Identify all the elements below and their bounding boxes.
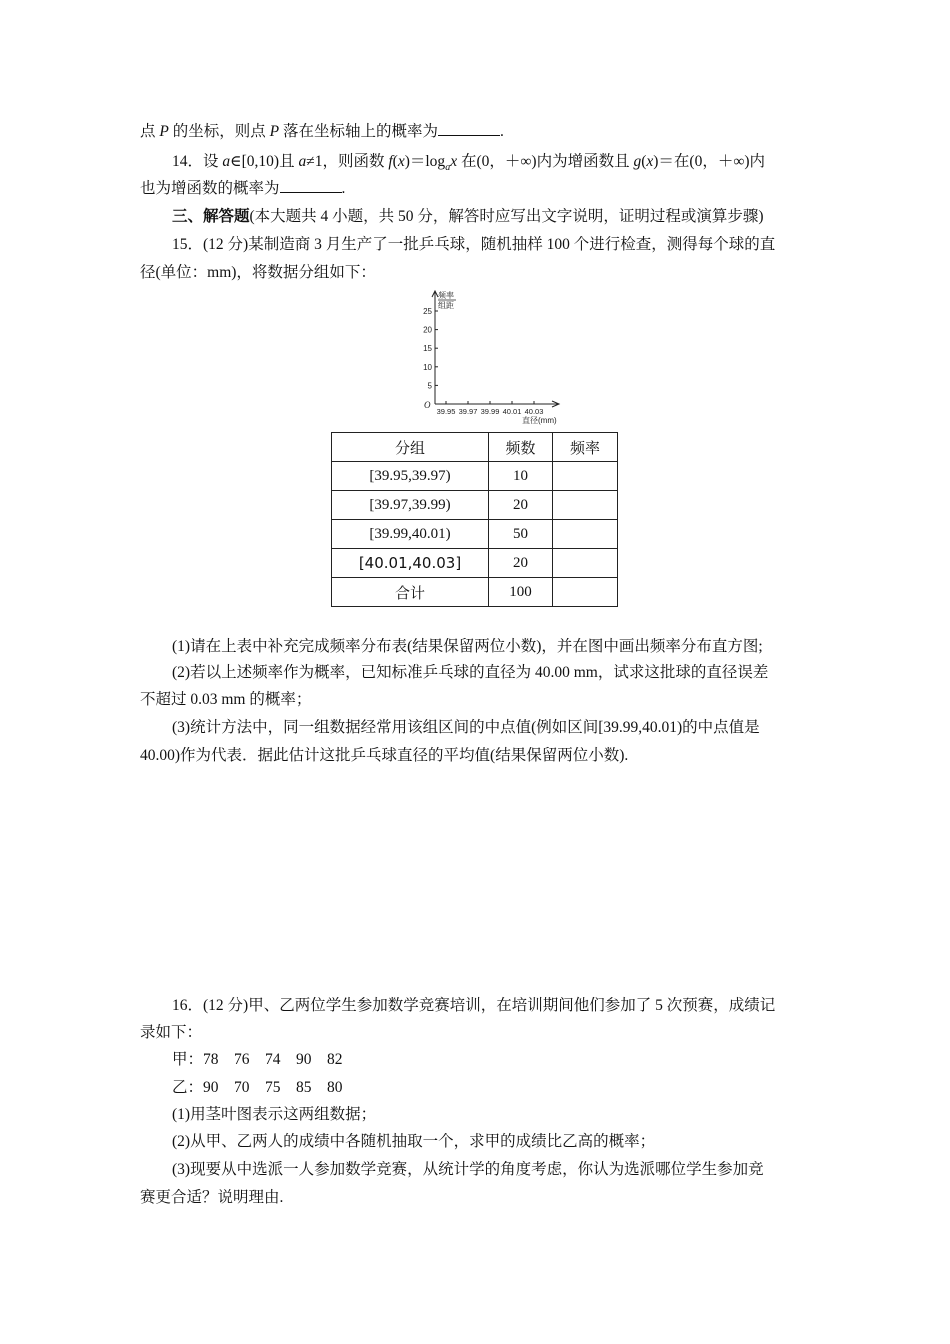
q15-line2: 径(单位：mm)，将数据分组如下： [140,264,376,281]
q16-line1: 16．(12 分)甲、乙两位学生参加数学竞赛培训，在培训期间他们参加了 5 次预赛，成绩记 [172,997,776,1014]
q15-part2-line2: 不超过 0.03 mm 的概率； [140,691,312,708]
answer-blank [438,121,500,136]
header-cell: 分组 [332,433,489,462]
q16-line2: 录如下： [140,1024,203,1041]
y-tick-label: 5 [427,381,432,391]
y-tick-label: 25 [423,307,432,316]
q14-line1: 14．设 a∈[0,10)且 a≠1，则函数 $f(x)=\log_ax$ 在(0，＋∞)内为增函数且 g(x)＝在(0，＋∞)内 [172,153,766,174]
q14-line2: 也为增函数的概率为 . [140,180,346,197]
answer-blank [280,178,342,193]
q16-part3-line1: (3)现要从中选派一人参加数学竞赛，从统计学的角度考虑，你认为选派哪位学生参加竞 [172,1161,764,1178]
count-cell: 10 [489,462,553,491]
table-header-row [332,433,618,462]
q16-scores-jia: 甲：78 76 74 90 82 [172,1051,343,1068]
y-tick-label: 10 [423,362,432,372]
origin-label: O [424,400,431,410]
total-label-cell: 合计 [332,578,489,607]
x-tick-label: 39.97 [458,407,478,416]
q15-part3-line2: 40.00)作为代表．据此估计这批乒乓球直径的平均值(结果保留两位小数). [140,747,629,764]
y-label-bottom: 组距 [438,301,454,310]
q15-part1: (1)请在上表中补充完成频率分布表(结果保留两位小数)，并在图中画出频率分布直方图; [172,638,763,655]
header-cell: 频数 [489,433,553,462]
x-tick-label: 39.99 [480,407,500,416]
table-row [332,462,618,491]
table-row [332,520,618,549]
table-row [332,491,618,520]
q16-part1: (1)用茎叶图表示这两组数据； [172,1106,377,1123]
table-row [332,549,618,578]
q13-tail: 点 P 的坐标，则点 P 落在坐标轴上的概率为 . [140,123,504,140]
x-axis-label: 直径(mm) [522,416,557,425]
count-cell: 20 [489,491,553,520]
x-tick-label: 40.03 [524,407,544,416]
group-cell: [39.99,40.01) [332,520,489,549]
q15-line1: 15．(12 分)某制造商 3 月生产了一批乒乓球，随机抽样 100 个进行检查，测得每个球的直 [172,236,776,253]
frequency-cell [553,549,618,578]
frequency-cell [553,520,618,549]
header-cell: 频率 [553,433,618,462]
q16-scores-yi: 乙：90 70 75 85 80 [172,1079,343,1096]
x-tick-label: 39.95 [436,407,456,416]
q16-part2: (2)从甲、乙两人的成绩中各随机抽取一个，求甲的成绩比乙高的概率； [172,1133,656,1150]
frequency-table [331,432,618,607]
group-cell: [39.95,39.97) [332,462,489,491]
histogram-axes [418,286,568,426]
y-tick-label: 15 [423,344,432,354]
total-count-cell: 100 [489,578,553,607]
total-frequency-cell [553,578,618,607]
frequency-cell [553,462,618,491]
section-heading: 三、解答题(本大题共 4 小题，共 50 分，解答时应写出文字说明，证明过程或演算步骤) [172,208,764,225]
group-cell: [40.01,40.03] [332,549,489,578]
table-total-row [332,578,618,607]
q16-part3-line2: 赛更合适？说明理由. [140,1189,284,1206]
count-cell: 20 [489,549,553,578]
q15-part2-line1: (2)若以上述频率作为概率，已知标准乒乓球的直径为 40.00 mm，试求这批球的直径误差 [172,664,769,681]
x-tick-label: 40.01 [502,407,522,416]
count-cell: 50 [489,520,553,549]
frequency-cell [553,491,618,520]
group-cell: [39.97,39.99) [332,491,489,520]
y-label-top: 频率 [438,291,454,300]
q15-part3-line1: (3)统计方法中，同一组数据经常用该组区间的中点值(例如区间[39.99,40.01)的中点值是 [172,719,760,736]
y-tick-label: 20 [423,325,432,335]
